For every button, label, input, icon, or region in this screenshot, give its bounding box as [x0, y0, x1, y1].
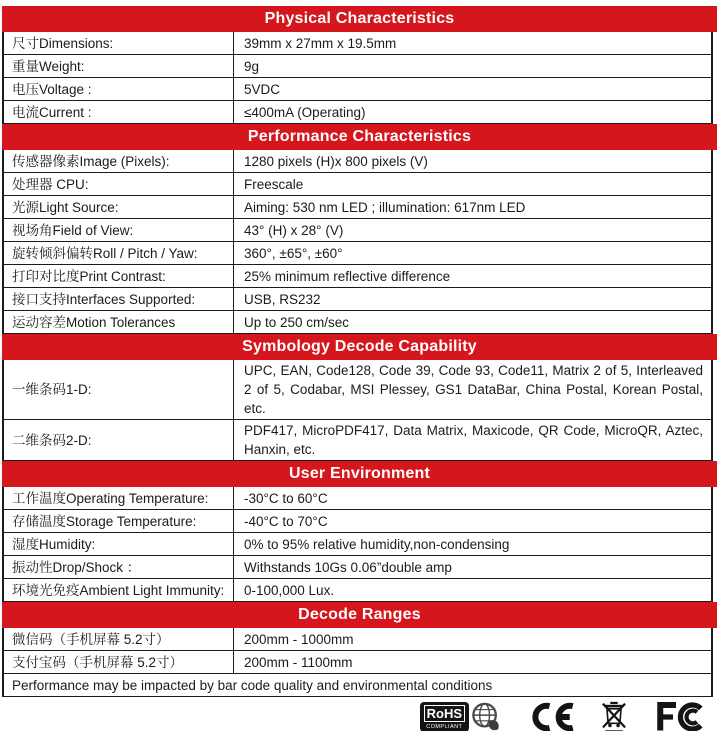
- spec-value: [234, 55, 711, 77]
- spec-row: [4, 219, 711, 242]
- spec-label: [4, 533, 234, 555]
- spec-row: [4, 360, 711, 420]
- footer-row-wrap: [2, 674, 713, 697]
- spec-value-text: UPC, EAN, Code128, Code 39, Code 93, Code11, Matrix 2 of 5, Interleaved 2 of 5, Codabar, MSI Plessey, GS1 DataBar, China Postal, Korean Postal, etc.: [244, 363, 703, 416]
- spec-label-text: 尺寸Dimensions:: [12, 35, 114, 51]
- spec-row: [4, 510, 711, 533]
- spec-value-text: 0-100,000 Lux.: [244, 582, 335, 598]
- spec-label: [4, 242, 234, 264]
- spec-label-text: 二维条码2-D:: [12, 432, 92, 448]
- spec-label-text: 重量Weight:: [12, 58, 85, 74]
- spec-value-text: 360°, ±65°, ±60°: [244, 245, 343, 261]
- spec-label: [4, 487, 234, 509]
- section-title: Performance Characteristics: [247, 128, 472, 145]
- spec-value-text: 5VDC: [244, 81, 281, 97]
- spec-row: [4, 288, 711, 311]
- spec-value-text: 200mm - 1000mm: [244, 631, 354, 647]
- spec-value: [234, 101, 711, 123]
- spec-label: [4, 556, 234, 578]
- spec-value: [234, 150, 711, 172]
- footer-note-text: Performance may be impacted by bar code quality and environmental conditions: [12, 677, 493, 693]
- spec-label-text: 光源Light Source:: [12, 199, 119, 215]
- spec-row: [4, 265, 711, 288]
- spec-label-text: 一维条码1-D:: [12, 382, 92, 397]
- spec-label-text: 接口支持Interfaces Supported:: [12, 291, 196, 307]
- spec-value-text: 39mm x 27mm x 19.5mm: [244, 35, 397, 51]
- section-rows: [2, 628, 713, 674]
- spec-label: [4, 510, 234, 532]
- ce-mark-icon: [527, 702, 575, 731]
- rohs-globe-leaf-icon: [471, 701, 501, 731]
- spec-row: [4, 196, 711, 219]
- spec-value-text: Withstands 10Gs 0.06”double amp: [244, 559, 452, 575]
- rohs-sublabel: COMPLIANT: [426, 723, 463, 730]
- section-header: [2, 124, 717, 150]
- spec-label: [4, 311, 234, 333]
- spec-label: [4, 173, 234, 195]
- spec-row: [4, 242, 711, 265]
- section-rows: [2, 487, 713, 602]
- spec-value-text: ≤400mA (Operating): [244, 104, 366, 120]
- spec-label: [4, 101, 234, 123]
- rohs-box: [420, 702, 469, 731]
- spec-label-text: 视场角Field of View:: [12, 222, 134, 238]
- section-header: [2, 602, 717, 628]
- footer-note: [4, 674, 711, 696]
- spec-value: [234, 288, 711, 310]
- spec-label-text: 湿度Humidity:: [12, 536, 96, 552]
- section-rows: [2, 360, 713, 461]
- section-title: Symbology Decode Capability: [242, 338, 477, 355]
- spec-label-text: 工作温度Operating Temperature:: [12, 490, 209, 506]
- spec-label-text: 电压Voltage :: [12, 81, 92, 97]
- spec-label: [4, 360, 234, 419]
- spec-row: [4, 55, 711, 78]
- spec-label-text: 打印对比度Print Contrast:: [12, 268, 166, 284]
- spec-label: [4, 651, 234, 673]
- section-title: Physical Characteristics: [264, 10, 455, 27]
- spec-value: [234, 78, 711, 100]
- spec-value: [234, 651, 711, 673]
- spec-label-text: 微信码（手机屏幕 5.2寸）: [12, 631, 170, 647]
- spec-label-text: 振动性Drop/Shock ：: [12, 559, 141, 575]
- spec-value: [234, 533, 711, 555]
- spec-value: [234, 173, 711, 195]
- spec-value-text: 9g: [244, 58, 260, 74]
- spec-label: [4, 265, 234, 287]
- section-rows: [2, 32, 713, 124]
- spec-value: [234, 420, 711, 460]
- spec-value-text: PDF417, MicroPDF417, Data Matrix, Maxicode, QR Code, MicroQR, Aztec, Hanxin, etc.: [244, 423, 703, 457]
- spec-label-text: 环境光免疫Ambient Light Immunity:: [12, 582, 225, 598]
- spec-label-text: 处理器 CPU:: [12, 176, 89, 192]
- spec-label-text: 支付宝码（手机屏幕 5.2寸）: [12, 654, 184, 670]
- rohs-badge: [420, 701, 501, 731]
- section-rows: [2, 150, 713, 334]
- spec-value-text: USB, RS232: [244, 291, 321, 307]
- spec-value: [234, 219, 711, 241]
- spec-value-text: -40°C to 70°C: [244, 513, 328, 529]
- spec-value: [234, 487, 711, 509]
- section-header: [2, 6, 717, 32]
- spec-label-text: 存储温度Storage Temperature:: [12, 513, 197, 529]
- spec-label-text: 旋转倾斜偏转Roll / Pitch / Yaw:: [12, 245, 198, 261]
- spec-row: [4, 579, 711, 602]
- section-header: [2, 461, 717, 487]
- spec-value-text: 25% minimum reflective difference: [244, 268, 451, 284]
- spec-row: [4, 420, 711, 461]
- spec-row: [4, 533, 711, 556]
- spec-row: [4, 487, 711, 510]
- spec-value-text: 1280 pixels (H)x 800 pixels (V): [244, 153, 428, 169]
- spec-sheet: [2, 6, 717, 731]
- spec-row: [4, 78, 711, 101]
- spec-value: [234, 360, 711, 419]
- spec-row: [4, 311, 711, 334]
- spec-label: [4, 420, 234, 460]
- certification-strip: [2, 697, 717, 731]
- spec-value-text: 43° (H) x 28° (V): [244, 222, 344, 238]
- spec-value-text: 200mm - 1100mm: [244, 654, 353, 670]
- spec-row: [4, 556, 711, 579]
- spec-label: [4, 32, 234, 54]
- spec-row: [4, 150, 711, 173]
- spec-value: [234, 311, 711, 333]
- spec-row: [4, 32, 711, 55]
- spec-value-text: -30°C to 60°C: [244, 490, 328, 506]
- section-header: [2, 334, 717, 360]
- spec-row: [4, 628, 711, 651]
- spec-value: [234, 556, 711, 578]
- spec-value-text: 0% to 95% relative humidity,non-condensing: [244, 536, 510, 552]
- section-title: Decode Ranges: [298, 606, 421, 623]
- section-title: User Environment: [288, 465, 430, 482]
- spec-label: [4, 78, 234, 100]
- spec-row: [4, 173, 711, 196]
- spec-value: [234, 196, 711, 218]
- spec-label: [4, 288, 234, 310]
- fcc-logo-icon: [653, 702, 705, 731]
- spec-label: [4, 196, 234, 218]
- spec-label: [4, 55, 234, 77]
- spec-label: [4, 579, 234, 601]
- spec-label: [4, 219, 234, 241]
- spec-value: [234, 579, 711, 601]
- rohs-label: RoHS: [424, 705, 465, 722]
- spec-row: [4, 651, 711, 674]
- spec-label: [4, 150, 234, 172]
- spec-value-text: Freescale: [244, 176, 304, 192]
- spec-value: [234, 628, 711, 650]
- footer-row: [4, 674, 711, 697]
- spec-value: [234, 242, 711, 264]
- spec-label: [4, 628, 234, 650]
- spec-label-text: 电流Current :: [12, 104, 92, 120]
- spec-value-text: Aiming: 530 nm LED ; illumination: 617nm LED: [244, 199, 526, 215]
- spec-value-text: Up to 250 cm/sec: [244, 314, 350, 330]
- spec-row: [4, 101, 711, 124]
- spec-value: [234, 32, 711, 54]
- spec-sections: [2, 6, 717, 674]
- spec-label-text: 传感器像素Image (Pixels):: [12, 153, 170, 169]
- spec-value: [234, 510, 711, 532]
- spec-label-text: 运动容差Motion Tolerances: [12, 314, 176, 330]
- spec-value: [234, 265, 711, 287]
- weee-crossed-bin-icon: [601, 700, 627, 731]
